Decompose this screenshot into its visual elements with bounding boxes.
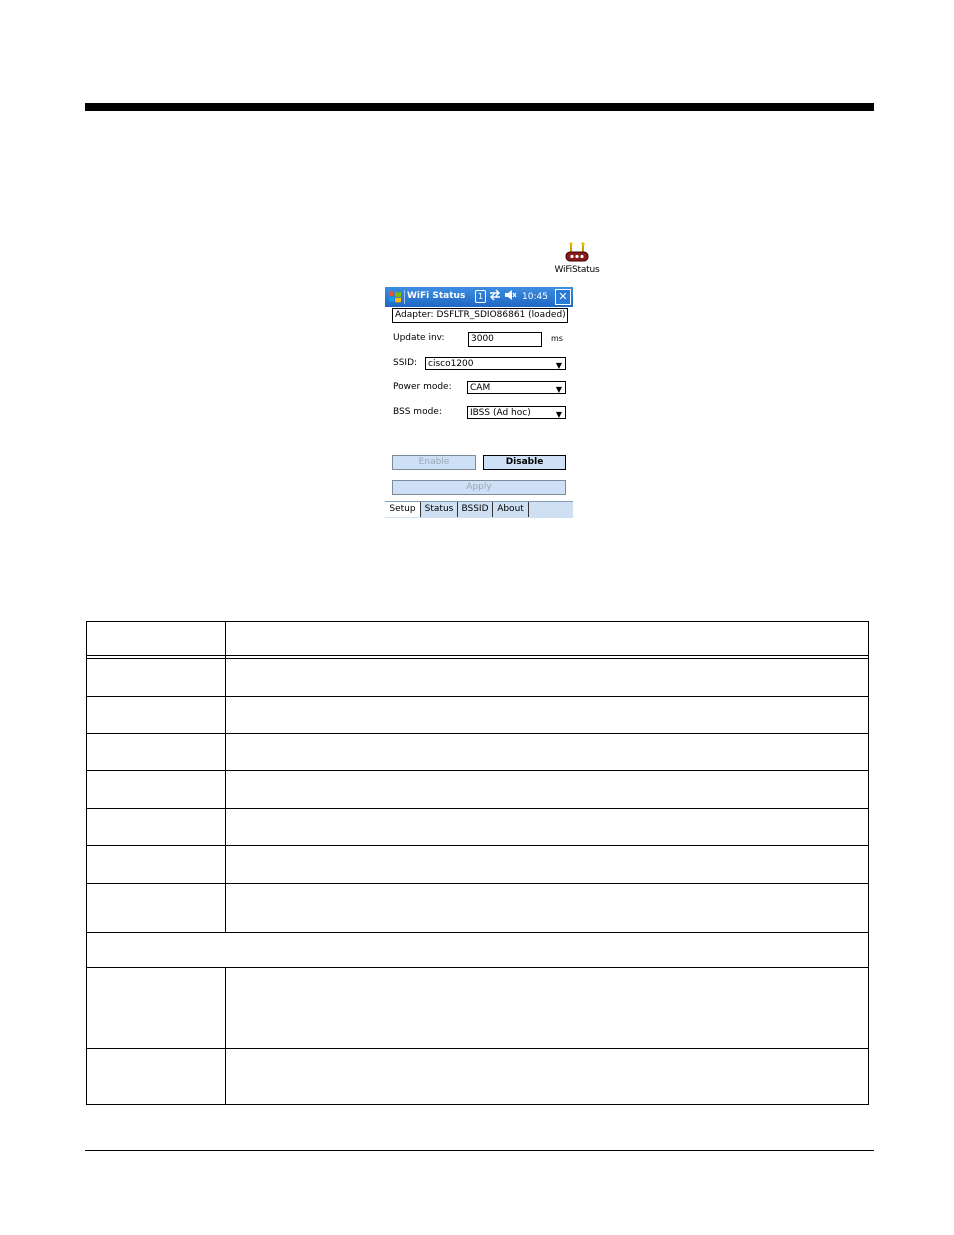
wifi-router-icon — [563, 242, 591, 264]
header-rule — [85, 103, 874, 111]
system-tray — [475, 289, 548, 304]
apply-button[interactable]: Apply — [392, 480, 566, 495]
column-divider — [225, 967, 226, 1104]
update-interval-unit: ms — [551, 334, 563, 343]
ssid-label: SSID: — [393, 358, 418, 368]
power-mode-value: CAM — [470, 383, 491, 393]
power-mode-dropdown[interactable] — [467, 381, 566, 394]
disable-button[interactable]: Disable — [483, 455, 566, 470]
row-divider — [87, 1048, 868, 1049]
wifi-status-app-icon[interactable] — [552, 242, 602, 275]
row-divider — [87, 845, 868, 846]
bss-mode-value: IBSS (Ad hoc) — [470, 408, 531, 418]
titlebar-separator — [404, 290, 405, 304]
ssid-dropdown[interactable] — [425, 357, 566, 370]
row-divider — [87, 733, 868, 734]
enable-button[interactable]: Enable — [392, 455, 476, 470]
chevron-down-icon: ▼ — [555, 361, 562, 370]
tab-status[interactable]: Status — [421, 502, 458, 517]
row-divider — [87, 967, 868, 968]
update-interval-input[interactable]: 3000 — [468, 332, 542, 347]
adapter-status: Adapter: DSFLTR_SDIO86861 (loaded) — [392, 308, 568, 323]
speaker-muted-icon[interactable] — [504, 289, 517, 304]
title-bar — [385, 287, 573, 307]
windows-start-icon[interactable] — [387, 289, 403, 308]
bss-mode-label: BSS mode: — [393, 407, 442, 417]
row-divider — [87, 696, 868, 697]
tab-bar — [385, 501, 573, 518]
footer-rule — [85, 1150, 874, 1151]
ssid-value: cisco1200 — [428, 359, 474, 369]
power-mode-label: Power mode: — [393, 382, 452, 392]
row-divider — [87, 770, 868, 771]
chevron-down-icon: ▼ — [555, 410, 562, 419]
clock[interactable]: 10:45 — [522, 291, 548, 302]
header-divider — [87, 658, 868, 659]
tab-about[interactable]: About — [493, 502, 529, 517]
notification-badge[interactable]: 1 — [475, 290, 486, 303]
row-divider — [87, 932, 868, 933]
window-title: WiFi Status — [407, 291, 466, 301]
tab-setup[interactable]: Setup — [385, 502, 421, 517]
update-interval-label: Update inv: — [393, 333, 445, 343]
column-divider — [225, 622, 226, 932]
row-divider — [87, 883, 868, 884]
app-icon-label: WiFiStatus — [554, 265, 600, 275]
device-screen — [385, 287, 573, 518]
close-icon[interactable]: ✕ — [555, 289, 571, 305]
bss-mode-dropdown[interactable] — [467, 406, 566, 419]
chevron-down-icon: ▼ — [555, 385, 562, 394]
connectivity-arrows-icon[interactable] — [489, 289, 501, 304]
header-divider — [87, 655, 868, 656]
row-divider — [87, 808, 868, 809]
settings-table — [86, 621, 869, 1105]
tab-bssid[interactable]: BSSID — [458, 502, 493, 517]
